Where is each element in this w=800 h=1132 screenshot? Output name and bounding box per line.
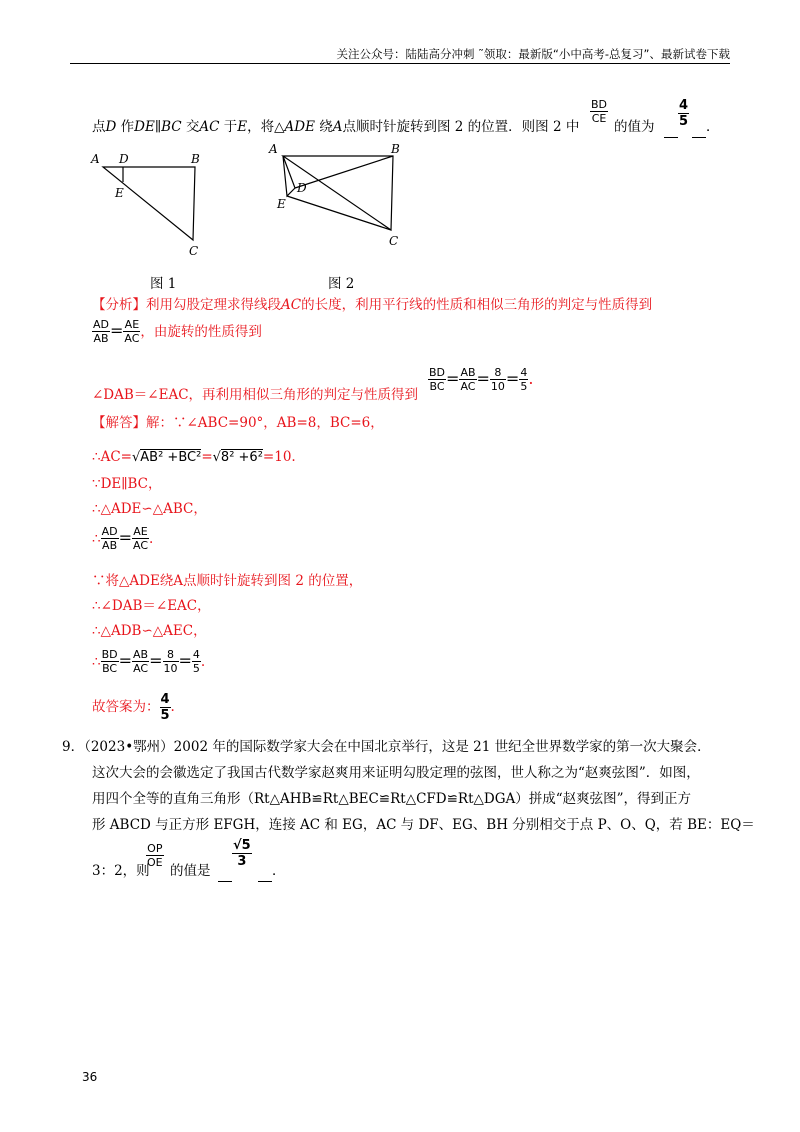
text: 2002 年的国际数学家大会在中国北京举行，这是 21 世纪全世界数学家的第一次大聚会． bbox=[173, 739, 711, 755]
figure-1-caption: 图 1 bbox=[150, 276, 177, 292]
solution-line1 bbox=[92, 414, 384, 433]
solution-line7: ∴∠DAB＝∠EAC， bbox=[92, 598, 211, 614]
frac-num: OP bbox=[147, 842, 163, 855]
figure-2 bbox=[265, 138, 415, 253]
frac-den: 5 bbox=[192, 662, 200, 675]
header-rule bbox=[70, 63, 730, 64]
label-C: C bbox=[189, 244, 199, 258]
equals: = bbox=[110, 321, 124, 340]
equals: = bbox=[149, 651, 163, 670]
problem9-fraction-OP-OE bbox=[146, 842, 164, 869]
parallel-symbol: ∥ bbox=[154, 119, 162, 135]
solution-answer bbox=[92, 692, 175, 723]
var-BC: BC bbox=[161, 119, 182, 135]
problem9-line4: 形 ABCD 与正方形 EFGH，连接 AC 和 EG，AC 与 DF、EG、BH 分别相交于点 P、O、Q，若 BE：EQ＝ bbox=[92, 817, 755, 833]
equals: = bbox=[476, 369, 490, 388]
frac-num: BD bbox=[101, 648, 118, 661]
equals: = bbox=[178, 651, 192, 670]
text: 点 bbox=[92, 119, 106, 135]
problem8-value-label: 的值为 bbox=[614, 119, 655, 135]
triangle-ABC bbox=[103, 167, 195, 240]
equals: = bbox=[118, 528, 132, 547]
frac-num: AD bbox=[101, 525, 118, 538]
text: =10. bbox=[262, 449, 296, 465]
answer-num: 4 bbox=[160, 692, 170, 707]
frac-den: AC bbox=[133, 539, 149, 552]
label-E: E bbox=[115, 186, 124, 200]
problem-source: （2023•鄂州） bbox=[84, 739, 174, 755]
frac-num: AE bbox=[133, 525, 148, 538]
radicand: 8² +6² bbox=[220, 450, 263, 465]
frac-num: BD bbox=[591, 98, 608, 111]
label-B: B bbox=[391, 142, 400, 156]
analysis-fraction-chain bbox=[428, 366, 533, 393]
answer-num: 4 bbox=[679, 98, 689, 113]
frac-num: 8 bbox=[163, 648, 179, 662]
text: 利用勾股定理求得线段 bbox=[146, 297, 281, 313]
therefore: ∴ bbox=[92, 654, 101, 670]
text: ，将△ bbox=[247, 119, 285, 135]
therefore: ∴ bbox=[92, 531, 101, 547]
solution-line3: ∵DE∥BC， bbox=[92, 476, 162, 492]
period: . bbox=[149, 531, 154, 547]
answer-den: 5 bbox=[679, 114, 689, 129]
frac-num: AE bbox=[124, 318, 140, 331]
frac-den: AC bbox=[124, 332, 140, 345]
answer-den: 5 bbox=[160, 708, 170, 723]
frac-num: 4 bbox=[192, 648, 200, 661]
label-B: B bbox=[191, 152, 200, 166]
frac-den: 10 bbox=[163, 662, 178, 675]
radical-2: √8² +6² bbox=[212, 450, 263, 465]
problem9-line3: 用四个全等的直角三角形（Rt△AHB≌Rt△BEC≌Rt△CFD≌Rt△DGA）拼成“赵爽弦图”，得到正方 bbox=[92, 791, 692, 807]
period: . bbox=[200, 654, 206, 670]
text: ∴AC= bbox=[92, 449, 132, 465]
solution-line4: ∴△ADE∽△ABC， bbox=[92, 501, 207, 517]
problem-number: 9． bbox=[62, 739, 85, 755]
equals: = bbox=[118, 651, 133, 670]
var-DE: DE bbox=[134, 119, 155, 135]
analysis-line1 bbox=[92, 296, 652, 315]
frac-num: 4 bbox=[520, 366, 528, 379]
frac-den: BC bbox=[102, 662, 118, 675]
page-number: 36 bbox=[82, 1070, 98, 1084]
frac-num: AB bbox=[460, 366, 476, 379]
problem9-line2: 这次大会的会徽选定了我国古代数学家赵爽用来证明勾股定理的弦图，世人称之为“赵爽弦图”．如图， bbox=[92, 765, 700, 781]
solution-line9 bbox=[92, 648, 205, 675]
text: 解：∵∠ABC=90°，AB=8，BC=6， bbox=[146, 415, 384, 431]
frac-den: AC bbox=[460, 380, 476, 393]
problem9-line5-prefix: 3：2，则 bbox=[92, 863, 150, 879]
figure-1 bbox=[85, 145, 225, 260]
problem8-answer bbox=[678, 98, 689, 129]
text: ． bbox=[706, 119, 720, 135]
frac-den: 5 bbox=[520, 380, 528, 393]
answer-blank-left bbox=[664, 118, 678, 138]
var-D: D bbox=[105, 119, 117, 135]
text: 点顺时针旋转到图 2 的位置．则图 2 中 bbox=[342, 119, 580, 135]
frac-num: 8 bbox=[490, 366, 506, 380]
solution-line8: ∴△ADB∽△AEC， bbox=[92, 623, 207, 639]
frac-num: AB bbox=[133, 648, 149, 661]
answer-blank-right bbox=[258, 862, 286, 882]
solution-tag: 【解答】 bbox=[92, 415, 146, 431]
label-A: A bbox=[269, 142, 278, 156]
var-ADE: ADE bbox=[284, 119, 315, 135]
label-D: D bbox=[119, 152, 129, 166]
label-C: C bbox=[389, 234, 399, 248]
equals: = bbox=[201, 449, 213, 465]
var-E: E bbox=[237, 119, 248, 135]
analysis-tag: 【分析】 bbox=[92, 297, 146, 313]
problem9-value-label: 的值是 bbox=[170, 863, 211, 879]
triangle-ADE bbox=[283, 156, 295, 196]
frac-den: OE bbox=[147, 856, 163, 869]
text: ． bbox=[272, 863, 286, 879]
solution-line2 bbox=[92, 448, 296, 467]
answer-den: 3 bbox=[237, 854, 247, 869]
label-E: E bbox=[277, 197, 286, 211]
label-A: A bbox=[91, 152, 100, 166]
page-header: 关注公众号：陆陆高分冲刺 ˜领取：最新版“小中高考-总复习”、最新试卷下载 bbox=[336, 47, 730, 61]
frac-num: AD bbox=[93, 318, 109, 331]
var-A: A bbox=[332, 119, 343, 135]
label-D: D bbox=[297, 181, 307, 195]
answer-num: √5 bbox=[233, 838, 251, 853]
text: 的长度，利用平行线的性质和相似三角形的判定与性质得到 bbox=[301, 297, 653, 313]
frac-den: AC bbox=[133, 662, 149, 675]
problem9-answer bbox=[232, 838, 252, 869]
analysis-line3: ∠DAB＝∠EAC，再利用相似三角形的判定与性质得到 bbox=[92, 387, 419, 403]
text: 绕 bbox=[319, 119, 333, 135]
frac-den: AB bbox=[102, 539, 118, 552]
solution-line6: ∵将△ADE绕A点顺时针旋转到图 2 的位置， bbox=[92, 573, 363, 589]
radicand: AB² +BC² bbox=[140, 450, 202, 465]
solution-line5 bbox=[92, 525, 153, 552]
frac-den: AB bbox=[93, 332, 109, 345]
period: . bbox=[528, 369, 534, 388]
segment-BD bbox=[295, 156, 393, 188]
text: 作 bbox=[120, 119, 135, 135]
answer-blank-left bbox=[218, 862, 232, 882]
period: . bbox=[170, 699, 175, 715]
frac-den: CE bbox=[591, 112, 607, 125]
answer-prefix: 故答案为： bbox=[92, 699, 160, 715]
var-AC: AC bbox=[281, 297, 302, 313]
segment-CE bbox=[287, 196, 391, 230]
frac-den: 10 bbox=[490, 380, 505, 393]
problem9-line1 bbox=[62, 738, 711, 757]
radical-1: √AB² +BC² bbox=[131, 450, 202, 465]
equals: = bbox=[505, 369, 520, 388]
figure-2-caption: 图 2 bbox=[328, 276, 355, 292]
analysis-line2 bbox=[92, 318, 262, 345]
text: ，由旋转的性质得到 bbox=[140, 324, 262, 340]
frac-num: BD bbox=[429, 366, 446, 379]
text: 于 bbox=[223, 119, 238, 135]
answer-blank-right bbox=[692, 118, 720, 138]
text: 交 bbox=[185, 119, 200, 135]
problem8-line1 bbox=[92, 118, 579, 137]
equals: = bbox=[446, 369, 460, 388]
problem8-fraction-BD-CE bbox=[590, 98, 608, 125]
var-AC: AC bbox=[199, 119, 220, 135]
frac-den: BC bbox=[429, 380, 445, 393]
